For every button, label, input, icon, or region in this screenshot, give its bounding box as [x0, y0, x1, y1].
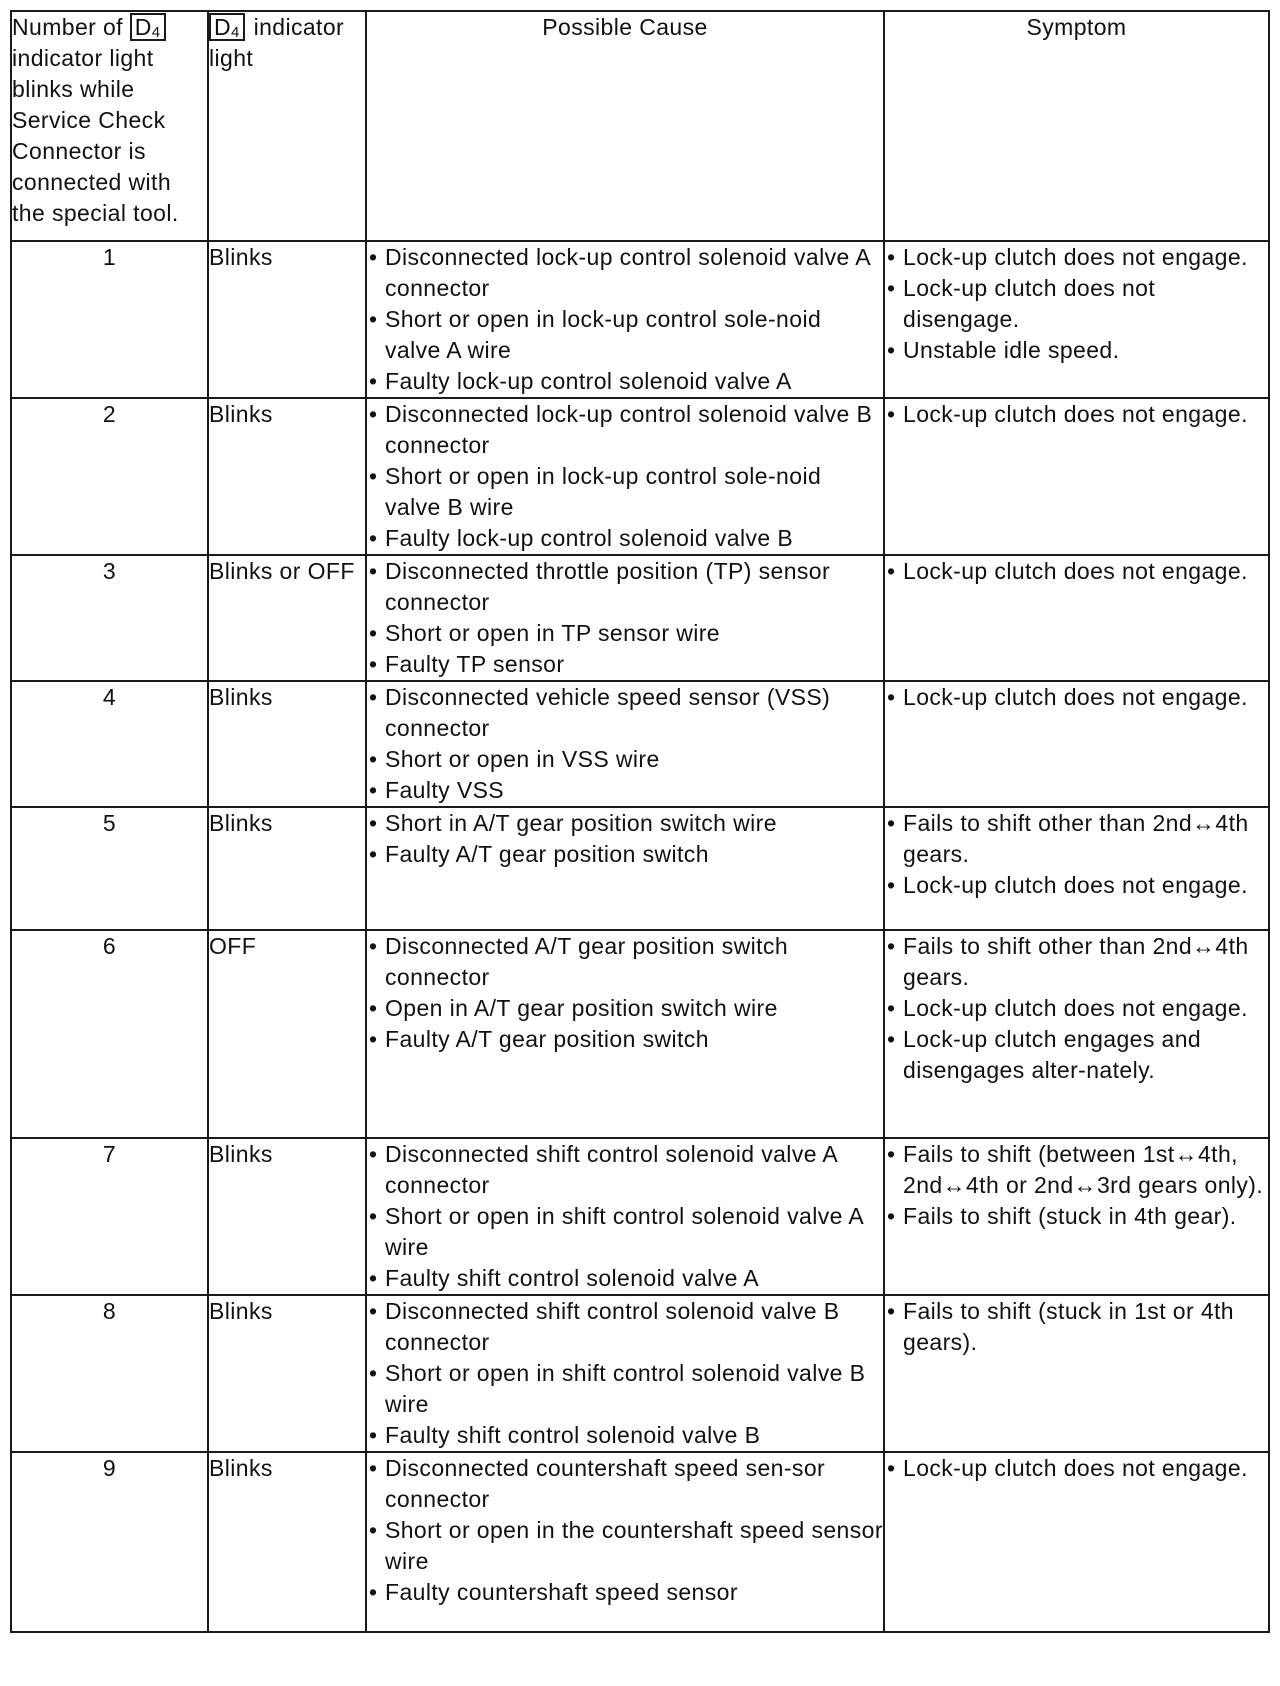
table-row — [11, 681, 1269, 807]
symptom-cell — [884, 398, 1269, 555]
symptom-item: • Lock-up clutch does not engage. — [885, 1453, 1268, 1484]
cause-item: • Disconnected shift control solenoid valve B connector — [367, 1296, 883, 1358]
cause-list — [367, 242, 883, 397]
table-row — [11, 555, 1269, 681]
cause-item: • Open in A/T gear position switch wire — [367, 993, 883, 1024]
possible-cause-cell — [366, 930, 884, 1138]
indicator-light-cell: Blinks — [208, 807, 366, 930]
cause-item: • Faulty shift control solenoid valve A — [367, 1263, 883, 1294]
symptom-cell — [884, 681, 1269, 807]
cause-item: • Disconnected vehicle speed sensor (VSS) connector — [367, 682, 883, 744]
cause-list — [367, 682, 883, 806]
blink-count-cell: 6 — [11, 930, 208, 1138]
symptom-item: • Lock-up clutch does not engage. — [885, 556, 1268, 587]
header-blink-count — [11, 11, 208, 241]
symptom-item: • Lock-up clutch does not disengage. — [885, 273, 1268, 335]
symptom-list — [885, 931, 1268, 1086]
blink-count-cell: 1 — [11, 241, 208, 398]
cause-list — [367, 556, 883, 680]
cause-item: • Disconnected countershaft speed sen-sor connector — [367, 1453, 883, 1515]
symptom-list — [885, 682, 1268, 713]
symptom-item: • Lock-up clutch does not engage. — [885, 242, 1268, 273]
cause-item: • Disconnected shift control solenoid valve A connector — [367, 1139, 883, 1201]
indicator-light-cell: Blinks — [208, 1138, 366, 1295]
symptom-cell — [884, 555, 1269, 681]
header-light-rest: indicator light — [209, 14, 345, 71]
symptom-item: • Lock-up clutch does not engage. — [885, 993, 1268, 1024]
header-indicator-light — [208, 11, 366, 241]
possible-cause-cell — [366, 681, 884, 807]
symptom-list — [885, 1453, 1268, 1484]
symptom-list — [885, 1139, 1268, 1232]
table-row — [11, 241, 1269, 398]
indicator-light-cell: Blinks — [208, 398, 366, 555]
cause-item: • Short or open in shift control solenoid valve A wire — [367, 1201, 883, 1263]
d4-badge-sub: 4 — [151, 24, 161, 41]
troubleshooting-table — [10, 10, 1270, 1633]
cause-item: • Disconnected A/T gear position switch connector — [367, 931, 883, 993]
symptom-cell — [884, 1295, 1269, 1452]
cause-item: • Short or open in shift control solenoid valve B wire — [367, 1358, 883, 1420]
symptom-item: • Fails to shift (stuck in 4th gear). — [885, 1201, 1268, 1232]
possible-cause-cell — [366, 555, 884, 681]
symptom-item: • Fails to shift other than 2nd↔4th gears. — [885, 931, 1268, 993]
symptom-list — [885, 242, 1268, 366]
d4-badge-sub: 4 — [231, 24, 240, 41]
symptom-item: • Lock-up clutch does not engage. — [885, 682, 1268, 713]
cause-item: • Short or open in lock-up control sole-noid valve A wire — [367, 304, 883, 366]
possible-cause-cell — [366, 1295, 884, 1452]
cause-item: • Faulty A/T gear position switch — [367, 1024, 883, 1055]
cause-item: • Disconnected throttle position (TP) sensor connector — [367, 556, 883, 618]
table-row — [11, 1452, 1269, 1632]
d4-badge-letter: D — [134, 14, 152, 40]
symptom-list — [885, 808, 1268, 901]
possible-cause-cell — [366, 1452, 884, 1632]
indicator-light-cell: OFF — [208, 930, 366, 1138]
symptom-item: • Fails to shift other than 2nd↔4th gears. — [885, 808, 1268, 870]
header-count-prefix: Number of — [12, 14, 123, 40]
blink-count-cell: 2 — [11, 398, 208, 555]
cause-item: • Faulty A/T gear position switch — [367, 839, 883, 870]
possible-cause-cell — [366, 241, 884, 398]
d4-badge-letter: D — [214, 14, 232, 40]
symptom-item: • Fails to shift (between 1st↔4th, 2nd↔4th or 2nd↔3rd gears only). — [885, 1139, 1268, 1201]
indicator-light-cell: Blinks — [208, 1295, 366, 1452]
cause-item: • Faulty TP sensor — [367, 649, 883, 680]
cause-item: • Faulty countershaft speed sensor — [367, 1577, 883, 1608]
d4-badge-icon — [130, 13, 166, 41]
cause-item: • Short or open in lock-up control sole-noid valve B wire — [367, 461, 883, 523]
cause-item: • Short or open in VSS wire — [367, 744, 883, 775]
blink-count-cell: 3 — [11, 555, 208, 681]
symptom-cell — [884, 807, 1269, 930]
symptom-cell — [884, 1452, 1269, 1632]
table-row — [11, 807, 1269, 930]
indicator-light-cell: Blinks — [208, 241, 366, 398]
cause-item: • Short in A/T gear position switch wire — [367, 808, 883, 839]
blink-count-cell: 8 — [11, 1295, 208, 1452]
symptom-item: • Lock-up clutch does not engage. — [885, 870, 1268, 901]
cause-list — [367, 1296, 883, 1451]
cause-item: • Faulty lock-up control solenoid valve B — [367, 523, 883, 554]
cause-item: • Faulty VSS — [367, 775, 883, 806]
possible-cause-cell — [366, 398, 884, 555]
possible-cause-cell — [366, 1138, 884, 1295]
d4-badge-icon — [209, 13, 245, 41]
symptom-cell — [884, 241, 1269, 398]
symptom-item: • Unstable idle speed. — [885, 335, 1268, 366]
symptom-item: • Lock-up clutch engages and disengages alter-nately. — [885, 1024, 1268, 1086]
cause-list — [367, 808, 883, 870]
cause-item: • Disconnected lock-up control solenoid valve B connector — [367, 399, 883, 461]
symptom-cell — [884, 1138, 1269, 1295]
header-count-rest: indicator light blinks while Service Check Connector is connected with the special tool. — [12, 45, 179, 226]
blink-count-cell: 5 — [11, 807, 208, 930]
symptom-list — [885, 1296, 1268, 1358]
table-row — [11, 930, 1269, 1138]
table-row — [11, 1138, 1269, 1295]
indicator-light-cell: Blinks — [208, 1452, 366, 1632]
cause-list — [367, 399, 883, 554]
blink-count-cell: 7 — [11, 1138, 208, 1295]
cause-list — [367, 1139, 883, 1294]
header-possible-cause: Possible Cause — [366, 11, 884, 241]
possible-cause-cell — [366, 807, 884, 930]
table-body — [11, 241, 1269, 1632]
cause-list — [367, 1453, 883, 1608]
indicator-light-cell: Blinks or OFF — [208, 555, 366, 681]
cause-item: • Short or open in the countershaft speed sensor wire — [367, 1515, 883, 1577]
cause-item: • Faulty shift control solenoid valve B — [367, 1420, 883, 1451]
symptom-cell — [884, 930, 1269, 1138]
symptom-list — [885, 399, 1268, 430]
symptom-item: • Fails to shift (stuck in 1st or 4th gears). — [885, 1296, 1268, 1358]
table-row — [11, 1295, 1269, 1452]
cause-list — [367, 931, 883, 1055]
symptom-list — [885, 556, 1268, 587]
blink-count-cell: 4 — [11, 681, 208, 807]
blink-count-cell: 9 — [11, 1452, 208, 1632]
table-row — [11, 398, 1269, 555]
cause-item: • Faulty lock-up control solenoid valve A — [367, 366, 883, 397]
cause-item: • Disconnected lock-up control solenoid valve A connector — [367, 242, 883, 304]
symptom-item: • Lock-up clutch does not engage. — [885, 399, 1268, 430]
header-symptom: Symptom — [884, 11, 1269, 241]
header-row — [11, 11, 1269, 241]
troubleshooting-page — [10, 10, 1268, 1633]
indicator-light-cell: Blinks — [208, 681, 366, 807]
cause-item: • Short or open in TP sensor wire — [367, 618, 883, 649]
